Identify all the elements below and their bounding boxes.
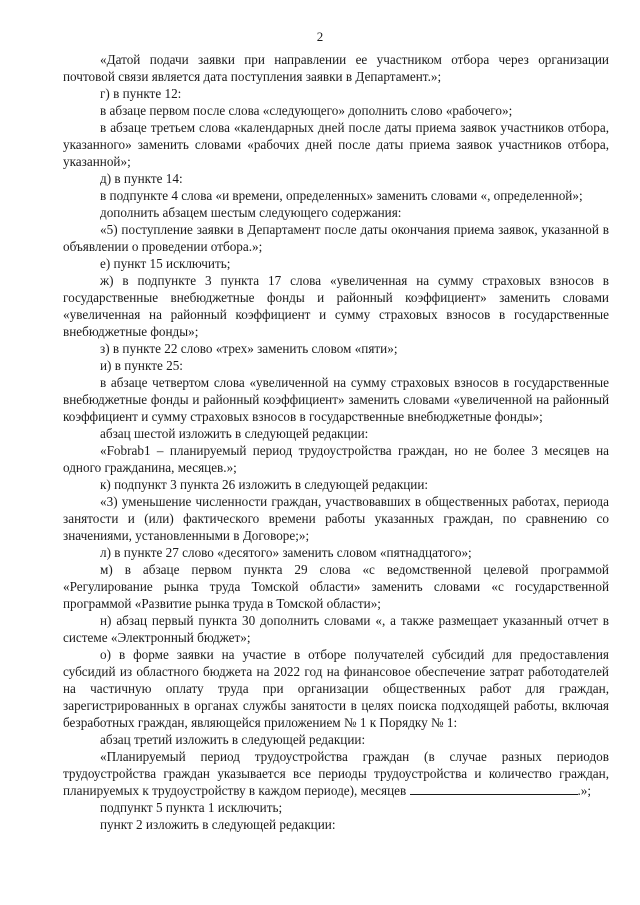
- paragraph-tail: .»;: [577, 783, 592, 798]
- paragraph: г) в пункте 12:: [100, 86, 182, 101]
- paragraph: в абзаце первом после слова «следующего» дополнить слово «рабочего»;: [100, 103, 513, 118]
- paragraph: дополнить абзацем шестым следующего содержания:: [100, 205, 402, 220]
- paragraph: е) пункт 15 исключить;: [100, 256, 231, 271]
- paragraph: к) подпункт 3 пункта 26 изложить в следующей редакции:: [100, 477, 429, 492]
- paragraph: пункт 2 изложить в следующей редакции:: [100, 817, 336, 832]
- paragraph: и) в пункте 25:: [100, 358, 183, 373]
- paragraph: н) абзац первый пункта 30 дополнить словами «, а также размещает указанный отчет в системе «Электронный бюджет»;: [63, 613, 609, 645]
- paragraph: з) в пункте 22 слово «трех» заменить словом «пяти»;: [100, 341, 398, 356]
- paragraph: о) в форме заявки на участие в отборе получателей субсидий для предоставления субсидий из областного бюджета на 2022 год на финансовое обеспечение затрат работодателей на частичную оплату труда при организации общественных работ для граждан, зарегистрированных в органах службы занятости в целях поиска подходящей работы, включая безработных граждан, являющейся приложением № 1 к Порядку № 1:: [63, 647, 609, 730]
- paragraph: в подпункте 4 слова «и времени, определенных» заменить словами «, определенной»;: [100, 188, 583, 203]
- paragraph: ж) в подпункте 3 пункта 17 слова «увеличенная на сумму страховых взносов в государственные внебюджетные фонды и районный коэффициент» заменить словами «увеличенная на районный коэффициент и сумму страховых взносов в государственные внебюджетные фонды»;: [63, 273, 609, 339]
- paragraph: в абзаце четвертом слова «увеличенной на сумму страховых взносов в государственные внебюджетные фонды и районный коэффициент» заменить словами «увеличенной на районный коэффициент и сумму страховых взносов в государственные внебюджетные фонды»;: [63, 375, 609, 424]
- paragraph: л) в пункте 27 слово «десятого» заменить словом «пятнадцатого»;: [100, 545, 472, 560]
- fill-in-blank-line: [410, 782, 578, 795]
- paragraph: в абзаце третьем слова «календарных дней после даты приема заявок участников отбора, указанного» заменить словами «рабочих дней после даты приема заявок участников отбора, указанной»;: [63, 120, 609, 169]
- page-number: 2: [316, 29, 324, 44]
- paragraph-with-blank: [63, 748, 609, 799]
- paragraph: абзац шестой изложить в следующей редакции:: [100, 426, 369, 441]
- document-body: [63, 51, 609, 833]
- paragraph: м) в абзаце первом пункта 29 слова «с ведомственной целевой программой «Регулирование рынка труда Томской области» заменить словами «с государственной программой «Развитие рынка труда в Томской области»;: [63, 562, 609, 611]
- paragraph: «5) поступление заявки в Департамент после даты окончания приема заявок, указанной в объявлении о проведении отбора.»;: [63, 222, 609, 254]
- paragraph: подпункт 5 пункта 1 исключить;: [100, 800, 283, 815]
- paragraph: «Fobrab1 – планируемый период трудоустройства граждан, но не более 3 месяцев на одного гражданина, месяцев.»;: [63, 443, 609, 475]
- paragraph: д) в пункте 14:: [100, 171, 183, 186]
- paragraph: «3) уменьшение численности граждан, участвовавших в общественных работах, периода занятости и (или) фактического времени работы указанных граждан, по сравнению со значениями, установленными в Договоре;»;: [63, 494, 609, 543]
- paragraph: «Датой подачи заявки при направлении ее участником отбора через организации почтовой связи является дата поступления заявки в Департамент.»;: [63, 52, 609, 84]
- paragraph-text: «Планируемый период трудоустройства граждан (в случае разных периодов трудоустройства граждан указывается все периоды трудоустройства и количество граждан, планируемых к трудоустройству в каждом периоде), месяцев: [63, 749, 609, 798]
- paragraph: абзац третий изложить в следующей редакции:: [100, 732, 366, 747]
